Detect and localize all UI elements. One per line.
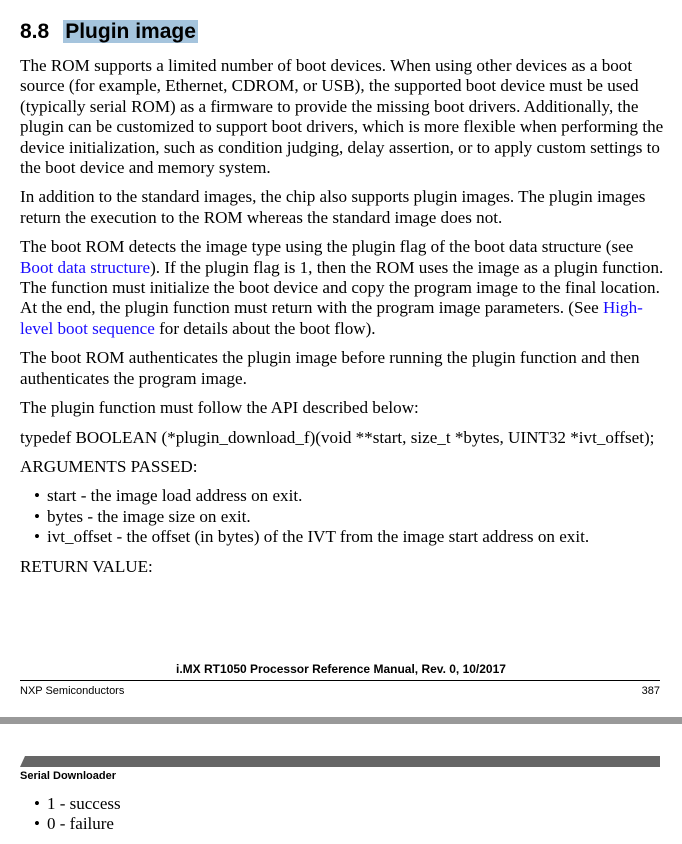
paragraph: The plugin function must follow the API described below:: [20, 398, 419, 418]
section-title: Plugin image: [65, 20, 196, 43]
section-number: 8.8: [20, 20, 50, 43]
footer-company: NXP Semiconductors: [20, 685, 125, 697]
section-heading: [20, 20, 198, 44]
list-item: • start - the image load address on exit.: [34, 486, 670, 506]
code-signature: typedef BOOLEAN (*plugin_download_f)(void **start, size_t *bytes, UINT32 *ivt_offset);: [20, 427, 655, 447]
return-list: [20, 794, 121, 834]
text: The boot ROM detects the image type using the plugin flag of the boot data structure (see: [20, 237, 634, 257]
list-item: • 0 - failure: [34, 814, 121, 834]
footer-rule: [20, 680, 660, 681]
paragraph: In addition to the standard images, the chip also supports plugin images. The plugin images return the execution to the ROM whereas the standard image does not.: [20, 187, 646, 227]
paragraph: [20, 237, 670, 339]
list-item: • ivt_offset - the offset (in bytes) of the IVT from the image start address on exit.: [34, 527, 670, 547]
page-header-label: Serial Downloader: [20, 770, 116, 782]
args-list: [20, 486, 670, 547]
args-heading: ARGUMENTS PASSED:: [20, 456, 198, 476]
footer-title: i.MX RT1050 Processor Reference Manual, Rev. 0, 10/2017: [176, 662, 506, 676]
page-number: 387: [641, 685, 660, 697]
list-item: • 1 - success: [34, 794, 121, 814]
text: for details about the boot flow).: [154, 318, 376, 338]
header-bar: [20, 756, 660, 767]
text: ). If the plugin flag is 1, then the ROM uses the image as a plugin function. The function must initialize the boot device and copy the program image to the final location. At the end, the plugin function must return with the program image parameters. (See: [20, 257, 664, 318]
paragraph: The ROM supports a limited number of boot devices. When using other devices as a boot source (for example, Ethernet, CDROM, or USB), the supported boot device must be used (typically serial ROM) as a firmware to provide the missing boot drivers. Additionally, the plugin can be customized to support boot drivers, which is more flexible when performing the device initialization, such as condition judging, delay assertion, or to apply custom settings to the boot device and memory system.: [20, 56, 664, 178]
page-separator: [0, 717, 682, 724]
high-level-boot-sequence-link[interactable]: High-level boot sequence: [20, 298, 643, 338]
list-item: • bytes - the image size on exit.: [34, 507, 670, 527]
paragraph: The boot ROM authenticates the plugin image before running the plugin function and then authenticates the program image.: [20, 348, 640, 388]
boot-data-structure-link[interactable]: Boot data structure: [20, 257, 151, 277]
return-heading: RETURN VALUE:: [20, 556, 153, 576]
document-body: [20, 56, 670, 586]
